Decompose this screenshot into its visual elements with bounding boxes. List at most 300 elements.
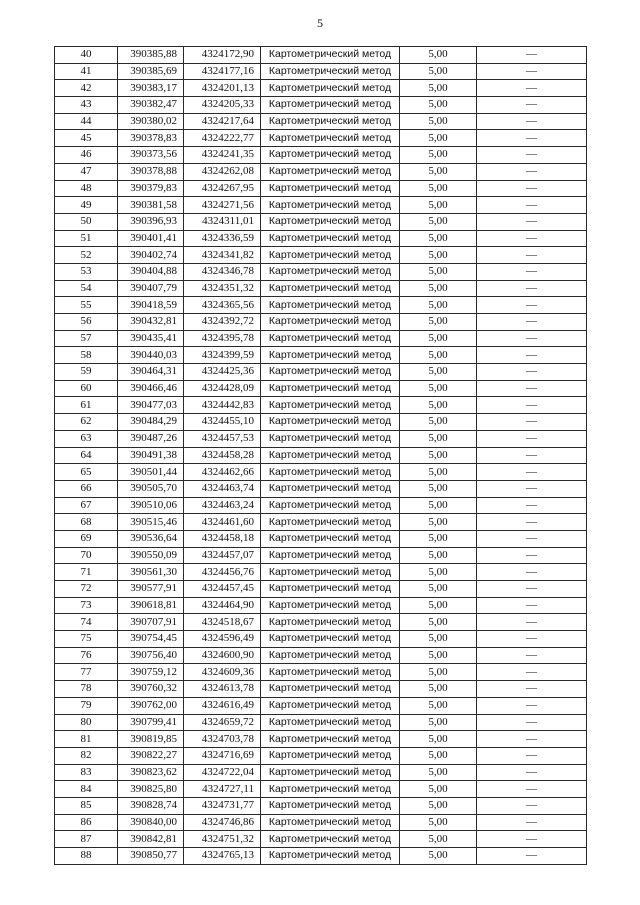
- accuracy-cell: 5,00: [400, 247, 477, 264]
- point-number-cell: 40: [55, 47, 118, 64]
- accuracy-cell: 5,00: [400, 831, 477, 848]
- point-number-cell: 46: [55, 147, 118, 164]
- method-cell: Картометрический метод: [261, 514, 400, 531]
- point-number-cell: 85: [55, 797, 118, 814]
- description-cell: —: [477, 364, 587, 381]
- point-number-cell: 41: [55, 63, 118, 80]
- method-cell: Картометрический метод: [261, 97, 400, 114]
- point-number-cell: 82: [55, 747, 118, 764]
- method-cell: Картометрический метод: [261, 564, 400, 581]
- table-row: [55, 547, 587, 564]
- accuracy-cell: 5,00: [400, 597, 477, 614]
- x-coordinate-cell: 390618,81: [118, 597, 184, 614]
- description-cell: —: [477, 597, 587, 614]
- point-number-cell: 67: [55, 497, 118, 514]
- y-coordinate-cell: 4324271,56: [184, 197, 261, 214]
- table-row: [55, 430, 587, 447]
- method-cell: Картометрический метод: [261, 197, 400, 214]
- x-coordinate-cell: 390850,77: [118, 848, 184, 865]
- method-cell: Картометрический метод: [261, 681, 400, 698]
- x-coordinate-cell: 390561,30: [118, 564, 184, 581]
- x-coordinate-cell: 390487,26: [118, 430, 184, 447]
- method-cell: Картометрический метод: [261, 597, 400, 614]
- method-cell: Картометрический метод: [261, 848, 400, 865]
- accuracy-cell: 5,00: [400, 163, 477, 180]
- point-number-cell: 72: [55, 581, 118, 598]
- table-row: [55, 814, 587, 831]
- table-row: [55, 514, 587, 531]
- page-number: 5: [317, 16, 323, 30]
- accuracy-cell: 5,00: [400, 80, 477, 97]
- method-cell: Картометрический метод: [261, 714, 400, 731]
- y-coordinate-cell: 4324456,76: [184, 564, 261, 581]
- x-coordinate-cell: 390822,27: [118, 747, 184, 764]
- description-cell: —: [477, 414, 587, 431]
- point-number-cell: 50: [55, 213, 118, 230]
- accuracy-cell: 5,00: [400, 781, 477, 798]
- table-row: [55, 631, 587, 648]
- method-cell: Картометрический метод: [261, 314, 400, 331]
- method-cell: Картометрический метод: [261, 497, 400, 514]
- point-number-cell: 43: [55, 97, 118, 114]
- description-cell: —: [477, 831, 587, 848]
- y-coordinate-cell: 4324442,83: [184, 397, 261, 414]
- point-number-cell: 53: [55, 263, 118, 280]
- description-cell: —: [477, 681, 587, 698]
- accuracy-cell: 5,00: [400, 447, 477, 464]
- table-row: [55, 47, 587, 64]
- method-cell: Картометрический метод: [261, 147, 400, 164]
- method-cell: Картометрический метод: [261, 530, 400, 547]
- y-coordinate-cell: 4324267,95: [184, 180, 261, 197]
- y-coordinate-cell: 4324201,13: [184, 80, 261, 97]
- point-number-cell: 52: [55, 247, 118, 264]
- table-row: [55, 647, 587, 664]
- y-coordinate-cell: 4324703,78: [184, 731, 261, 748]
- x-coordinate-cell: 390501,44: [118, 464, 184, 481]
- accuracy-cell: 5,00: [400, 397, 477, 414]
- point-number-cell: 70: [55, 547, 118, 564]
- x-coordinate-cell: 390401,41: [118, 230, 184, 247]
- y-coordinate-cell: 4324457,07: [184, 547, 261, 564]
- point-number-cell: 60: [55, 380, 118, 397]
- point-number-cell: 56: [55, 314, 118, 331]
- accuracy-cell: 5,00: [400, 380, 477, 397]
- description-cell: —: [477, 581, 587, 598]
- table-row: [55, 263, 587, 280]
- table-row: [55, 848, 587, 865]
- table-row: [55, 447, 587, 464]
- description-cell: —: [477, 330, 587, 347]
- point-number-cell: 59: [55, 364, 118, 381]
- accuracy-cell: 5,00: [400, 347, 477, 364]
- description-cell: —: [477, 63, 587, 80]
- accuracy-cell: 5,00: [400, 47, 477, 64]
- table-row: [55, 530, 587, 547]
- table-row: [55, 213, 587, 230]
- table-row: [55, 564, 587, 581]
- accuracy-cell: 5,00: [400, 848, 477, 865]
- y-coordinate-cell: 4324616,49: [184, 697, 261, 714]
- description-cell: —: [477, 480, 587, 497]
- description-cell: —: [477, 213, 587, 230]
- y-coordinate-cell: 4324600,90: [184, 647, 261, 664]
- x-coordinate-cell: 390762,00: [118, 697, 184, 714]
- description-cell: —: [477, 697, 587, 714]
- y-coordinate-cell: 4324463,24: [184, 497, 261, 514]
- description-cell: —: [477, 247, 587, 264]
- description-cell: —: [477, 80, 587, 97]
- accuracy-cell: 5,00: [400, 747, 477, 764]
- y-coordinate-cell: 4324336,59: [184, 230, 261, 247]
- x-coordinate-cell: 390484,29: [118, 414, 184, 431]
- y-coordinate-cell: 4324458,18: [184, 530, 261, 547]
- x-coordinate-cell: 390435,41: [118, 330, 184, 347]
- point-number-cell: 87: [55, 831, 118, 848]
- table-row: [55, 414, 587, 431]
- accuracy-cell: 5,00: [400, 280, 477, 297]
- y-coordinate-cell: 4324365,56: [184, 297, 261, 314]
- method-cell: Картометрический метод: [261, 330, 400, 347]
- point-number-cell: 45: [55, 130, 118, 147]
- point-number-cell: 58: [55, 347, 118, 364]
- method-cell: Картометрический метод: [261, 180, 400, 197]
- x-coordinate-cell: 390380,02: [118, 113, 184, 130]
- method-cell: Картометрический метод: [261, 130, 400, 147]
- table-row: [55, 697, 587, 714]
- table-row: [55, 97, 587, 114]
- accuracy-cell: 5,00: [400, 113, 477, 130]
- description-cell: —: [477, 197, 587, 214]
- description-cell: —: [477, 497, 587, 514]
- description-cell: —: [477, 297, 587, 314]
- method-cell: Картометрический метод: [261, 63, 400, 80]
- description-cell: —: [477, 430, 587, 447]
- method-cell: Картометрический метод: [261, 230, 400, 247]
- y-coordinate-cell: 4324205,33: [184, 97, 261, 114]
- accuracy-cell: 5,00: [400, 797, 477, 814]
- method-cell: Картометрический метод: [261, 731, 400, 748]
- y-coordinate-cell: 4324464,90: [184, 597, 261, 614]
- method-cell: Картометрический метод: [261, 581, 400, 598]
- table-row: [55, 230, 587, 247]
- description-cell: —: [477, 280, 587, 297]
- accuracy-cell: 5,00: [400, 564, 477, 581]
- point-number-cell: 88: [55, 848, 118, 865]
- method-cell: Картометрический метод: [261, 781, 400, 798]
- description-cell: —: [477, 614, 587, 631]
- description-cell: —: [477, 781, 587, 798]
- method-cell: Картометрический метод: [261, 697, 400, 714]
- point-number-cell: 57: [55, 330, 118, 347]
- method-cell: Картометрический метод: [261, 280, 400, 297]
- description-cell: —: [477, 464, 587, 481]
- accuracy-cell: 5,00: [400, 814, 477, 831]
- y-coordinate-cell: 4324722,04: [184, 764, 261, 781]
- x-coordinate-cell: 390510,06: [118, 497, 184, 514]
- y-coordinate-cell: 4324392,72: [184, 314, 261, 331]
- x-coordinate-cell: 390550,09: [118, 547, 184, 564]
- accuracy-cell: 5,00: [400, 180, 477, 197]
- description-cell: —: [477, 747, 587, 764]
- description-cell: —: [477, 731, 587, 748]
- accuracy-cell: 5,00: [400, 97, 477, 114]
- x-coordinate-cell: 390464,31: [118, 364, 184, 381]
- accuracy-cell: 5,00: [400, 530, 477, 547]
- y-coordinate-cell: 4324461,60: [184, 514, 261, 531]
- description-cell: —: [477, 47, 587, 64]
- point-number-cell: 44: [55, 113, 118, 130]
- table-row: [55, 330, 587, 347]
- y-coordinate-cell: 4324222,77: [184, 130, 261, 147]
- method-cell: Картометрический метод: [261, 764, 400, 781]
- point-number-cell: 68: [55, 514, 118, 531]
- x-coordinate-cell: 390402,74: [118, 247, 184, 264]
- y-coordinate-cell: 4324659,72: [184, 714, 261, 731]
- accuracy-cell: 5,00: [400, 364, 477, 381]
- y-coordinate-cell: 4324425,36: [184, 364, 261, 381]
- table-row: [55, 831, 587, 848]
- y-coordinate-cell: 4324395,78: [184, 330, 261, 347]
- accuracy-cell: 5,00: [400, 547, 477, 564]
- method-cell: Картометрический метод: [261, 664, 400, 681]
- y-coordinate-cell: 4324596,49: [184, 631, 261, 648]
- method-cell: Картометрический метод: [261, 480, 400, 497]
- accuracy-cell: 5,00: [400, 230, 477, 247]
- accuracy-cell: 5,00: [400, 514, 477, 531]
- x-coordinate-cell: 390756,40: [118, 647, 184, 664]
- accuracy-cell: 5,00: [400, 314, 477, 331]
- x-coordinate-cell: 390385,69: [118, 63, 184, 80]
- accuracy-cell: 5,00: [400, 714, 477, 731]
- x-coordinate-cell: 390378,88: [118, 163, 184, 180]
- table-row: [55, 464, 587, 481]
- table-row: [55, 197, 587, 214]
- description-cell: —: [477, 314, 587, 331]
- method-cell: Картометрический метод: [261, 447, 400, 464]
- y-coordinate-cell: 4324731,77: [184, 797, 261, 814]
- y-coordinate-cell: 4324462,66: [184, 464, 261, 481]
- description-cell: —: [477, 797, 587, 814]
- point-number-cell: 49: [55, 197, 118, 214]
- accuracy-cell: 5,00: [400, 213, 477, 230]
- method-cell: Картометрический метод: [261, 163, 400, 180]
- x-coordinate-cell: 390396,93: [118, 213, 184, 230]
- point-number-cell: 75: [55, 631, 118, 648]
- point-number-cell: 80: [55, 714, 118, 731]
- table-row: [55, 280, 587, 297]
- x-coordinate-cell: 390432,81: [118, 314, 184, 331]
- method-cell: Картометрический метод: [261, 614, 400, 631]
- point-number-cell: 61: [55, 397, 118, 414]
- method-cell: Картометрический метод: [261, 814, 400, 831]
- point-number-cell: 77: [55, 664, 118, 681]
- y-coordinate-cell: 4324457,45: [184, 581, 261, 598]
- y-coordinate-cell: 4324765,13: [184, 848, 261, 865]
- y-coordinate-cell: 4324217,64: [184, 113, 261, 130]
- accuracy-cell: 5,00: [400, 697, 477, 714]
- method-cell: Картометрический метод: [261, 113, 400, 130]
- point-number-cell: 84: [55, 781, 118, 798]
- table-row: [55, 180, 587, 197]
- method-cell: Картометрический метод: [261, 263, 400, 280]
- method-cell: Картометрический метод: [261, 464, 400, 481]
- x-coordinate-cell: 390381,58: [118, 197, 184, 214]
- accuracy-cell: 5,00: [400, 63, 477, 80]
- description-cell: —: [477, 263, 587, 280]
- table-row: [55, 597, 587, 614]
- description-cell: —: [477, 97, 587, 114]
- accuracy-cell: 5,00: [400, 297, 477, 314]
- description-cell: —: [477, 447, 587, 464]
- table-row: [55, 664, 587, 681]
- x-coordinate-cell: 390536,64: [118, 530, 184, 547]
- point-number-cell: 86: [55, 814, 118, 831]
- method-cell: Картометрический метод: [261, 247, 400, 264]
- table-row: [55, 80, 587, 97]
- x-coordinate-cell: 390382,47: [118, 97, 184, 114]
- y-coordinate-cell: 4324613,78: [184, 681, 261, 698]
- description-cell: —: [477, 147, 587, 164]
- description-cell: —: [477, 347, 587, 364]
- y-coordinate-cell: 4324341,82: [184, 247, 261, 264]
- point-number-cell: 64: [55, 447, 118, 464]
- y-coordinate-cell: 4324458,28: [184, 447, 261, 464]
- method-cell: Картометрический метод: [261, 547, 400, 564]
- table-row: [55, 397, 587, 414]
- method-cell: Картометрический метод: [261, 213, 400, 230]
- accuracy-cell: 5,00: [400, 581, 477, 598]
- point-number-cell: 71: [55, 564, 118, 581]
- x-coordinate-cell: 390759,12: [118, 664, 184, 681]
- y-coordinate-cell: 4324172,90: [184, 47, 261, 64]
- x-coordinate-cell: 390477,03: [118, 397, 184, 414]
- table-row: [55, 113, 587, 130]
- description-cell: —: [477, 814, 587, 831]
- y-coordinate-cell: 4324262,08: [184, 163, 261, 180]
- y-coordinate-cell: 4324399,59: [184, 347, 261, 364]
- x-coordinate-cell: 390840,00: [118, 814, 184, 831]
- accuracy-cell: 5,00: [400, 681, 477, 698]
- table-row: [55, 147, 587, 164]
- accuracy-cell: 5,00: [400, 631, 477, 648]
- method-cell: Картометрический метод: [261, 347, 400, 364]
- method-cell: Картометрический метод: [261, 631, 400, 648]
- y-coordinate-cell: 4324351,32: [184, 280, 261, 297]
- x-coordinate-cell: 390828,74: [118, 797, 184, 814]
- description-cell: —: [477, 180, 587, 197]
- y-coordinate-cell: 4324609,36: [184, 664, 261, 681]
- table-row: [55, 731, 587, 748]
- description-cell: —: [477, 647, 587, 664]
- x-coordinate-cell: 390819,85: [118, 731, 184, 748]
- y-coordinate-cell: 4324177,16: [184, 63, 261, 80]
- table-row: [55, 497, 587, 514]
- x-coordinate-cell: 390404,88: [118, 263, 184, 280]
- point-number-cell: 47: [55, 163, 118, 180]
- method-cell: Картометрический метод: [261, 647, 400, 664]
- y-coordinate-cell: 4324311,01: [184, 213, 261, 230]
- table-row: [55, 163, 587, 180]
- y-coordinate-cell: 4324455,10: [184, 414, 261, 431]
- accuracy-cell: 5,00: [400, 147, 477, 164]
- x-coordinate-cell: 390440,03: [118, 347, 184, 364]
- point-number-cell: 62: [55, 414, 118, 431]
- point-number-cell: 55: [55, 297, 118, 314]
- y-coordinate-cell: 4324746,86: [184, 814, 261, 831]
- description-cell: —: [477, 380, 587, 397]
- y-coordinate-cell: 4324463,74: [184, 480, 261, 497]
- method-cell: Картометрический метод: [261, 80, 400, 97]
- table-row: [55, 781, 587, 798]
- accuracy-cell: 5,00: [400, 731, 477, 748]
- y-coordinate-cell: 4324518,67: [184, 614, 261, 631]
- x-coordinate-cell: 390707,91: [118, 614, 184, 631]
- x-coordinate-cell: 390383,17: [118, 80, 184, 97]
- x-coordinate-cell: 390799,41: [118, 714, 184, 731]
- method-cell: Картометрический метод: [261, 397, 400, 414]
- table-row: [55, 480, 587, 497]
- x-coordinate-cell: 390823,62: [118, 764, 184, 781]
- table-row: [55, 347, 587, 364]
- table-row: [55, 714, 587, 731]
- table-row: [55, 247, 587, 264]
- table-row: [55, 764, 587, 781]
- accuracy-cell: 5,00: [400, 664, 477, 681]
- x-coordinate-cell: 390378,83: [118, 130, 184, 147]
- point-number-cell: 42: [55, 80, 118, 97]
- table-row: [55, 581, 587, 598]
- accuracy-cell: 5,00: [400, 263, 477, 280]
- description-cell: —: [477, 113, 587, 130]
- accuracy-cell: 5,00: [400, 430, 477, 447]
- point-number-cell: 79: [55, 697, 118, 714]
- point-number-cell: 69: [55, 530, 118, 547]
- table-row: [55, 63, 587, 80]
- accuracy-cell: 5,00: [400, 497, 477, 514]
- description-cell: —: [477, 848, 587, 865]
- x-coordinate-cell: 390373,56: [118, 147, 184, 164]
- point-number-cell: 73: [55, 597, 118, 614]
- point-number-cell: 76: [55, 647, 118, 664]
- point-number-cell: 78: [55, 681, 118, 698]
- accuracy-cell: 5,00: [400, 414, 477, 431]
- x-coordinate-cell: 390515,46: [118, 514, 184, 531]
- point-number-cell: 48: [55, 180, 118, 197]
- accuracy-cell: 5,00: [400, 480, 477, 497]
- x-coordinate-cell: 390418,59: [118, 297, 184, 314]
- x-coordinate-cell: 390385,88: [118, 47, 184, 64]
- description-cell: —: [477, 631, 587, 648]
- method-cell: Картометрический метод: [261, 414, 400, 431]
- table-row: [55, 314, 587, 331]
- y-coordinate-cell: 4324716,69: [184, 747, 261, 764]
- x-coordinate-cell: 390577,91: [118, 581, 184, 598]
- method-cell: Картометрический метод: [261, 430, 400, 447]
- table-row: [55, 130, 587, 147]
- y-coordinate-cell: 4324457,53: [184, 430, 261, 447]
- y-coordinate-cell: 4324241,35: [184, 147, 261, 164]
- description-cell: —: [477, 230, 587, 247]
- accuracy-cell: 5,00: [400, 614, 477, 631]
- point-number-cell: 63: [55, 430, 118, 447]
- description-cell: —: [477, 764, 587, 781]
- table-row: [55, 681, 587, 698]
- description-cell: —: [477, 664, 587, 681]
- x-coordinate-cell: 390842,81: [118, 831, 184, 848]
- description-cell: —: [477, 530, 587, 547]
- point-number-cell: 51: [55, 230, 118, 247]
